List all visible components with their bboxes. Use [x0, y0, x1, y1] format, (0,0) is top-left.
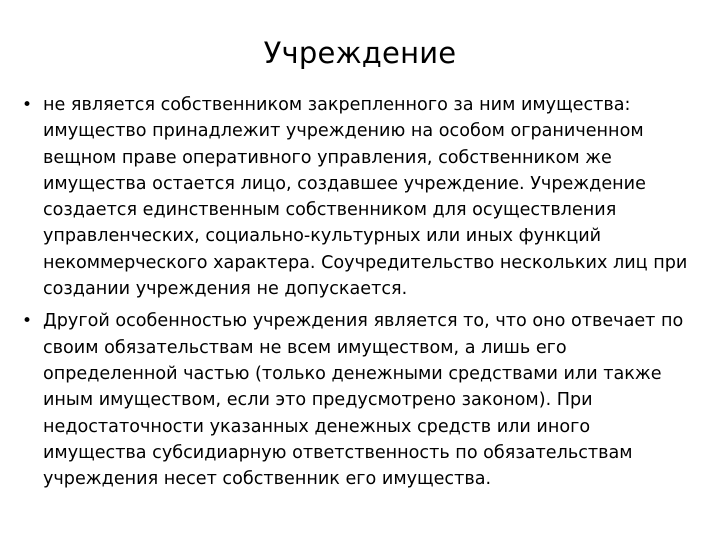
slide-title: Учреждение — [263, 36, 457, 70]
bullet-list — [22, 92, 690, 498]
bullet-item — [22, 92, 690, 302]
bullet-marker: • — [22, 311, 33, 332]
bullet-text: Другой особенностью учреждения является то, что оно отвечает по своим обязательствам не всем имуществом, а лишь его определенной частью (только денежными средствами или также иным имуществом, если это предусмотрено законом). При недостаточности указанных денежных средств или иного имущества субсидиарную ответственность по обязательствам учреждения несет собственник его имущества. — [43, 311, 684, 490]
bullet-marker: • — [22, 95, 33, 115]
bullet-item — [22, 308, 690, 492]
bullet-text: не является собственником закрепленного за ним имущества: имущество принадлежит учреждению на особом ограниченном вещном праве оперативного управления, собственником же имущества остается лицо, создавшее учреждение. Учреждение создается единственным собственником для осуществления управленческих, социально-культурных или иных функций некоммерческого характера. Соучредительство нескольких лиц при создании учреждения не допускается. — [43, 95, 688, 300]
